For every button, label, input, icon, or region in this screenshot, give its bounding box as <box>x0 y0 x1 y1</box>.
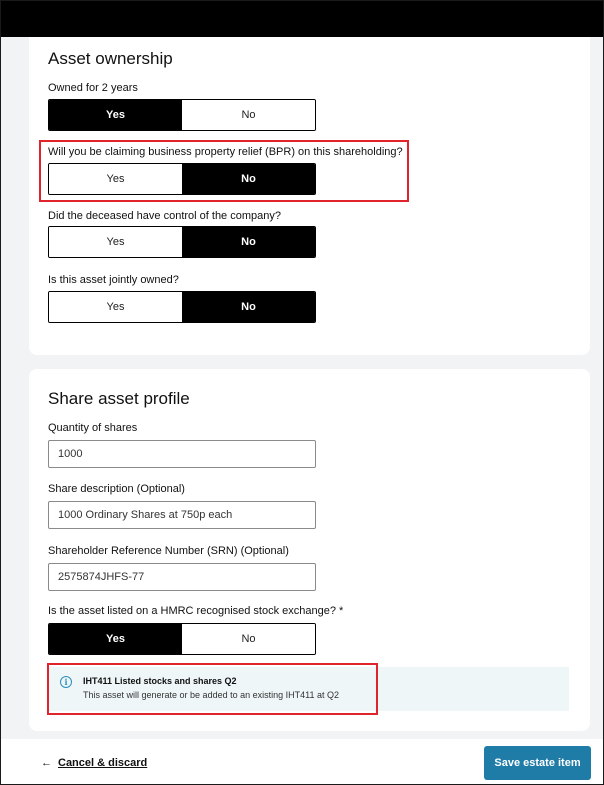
jointly-owned-label: Is this asset jointly owned? <box>48 274 179 286</box>
arrow-left-icon: ← <box>41 757 52 769</box>
owned-2-years-no[interactable]: No <box>182 100 315 130</box>
quantity-label: Quantity of shares <box>48 422 138 434</box>
highlight-info-banner <box>47 663 378 715</box>
bpr-yes[interactable]: Yes <box>49 164 182 194</box>
share-asset-profile-title: Share asset profile <box>48 389 190 408</box>
owned-2-years-label: Owned for 2 years <box>48 82 138 94</box>
top-bar <box>1 1 604 37</box>
bpr-label: Will you be claiming business property relief (BPR) on this shareholding? <box>48 146 403 158</box>
control-yes[interactable]: Yes <box>49 227 182 257</box>
listed-yes[interactable]: Yes <box>49 624 182 654</box>
info-icon: i <box>60 676 72 688</box>
bpr-no[interactable]: No <box>182 164 315 194</box>
highlight-bpr <box>39 140 409 202</box>
listed-toggle <box>48 623 316 655</box>
cancel-discard-link[interactable] <box>41 757 147 769</box>
asset-ownership-title: Asset ownership <box>48 49 173 68</box>
owned-2-years-yes[interactable]: Yes <box>49 100 182 130</box>
listed-label: Is the asset listed on a HMRC recognised stock exchange? * <box>48 605 344 617</box>
srn-input[interactable]: 2575874JHFS-77 <box>48 563 316 591</box>
quantity-input[interactable]: 1000 <box>48 440 316 468</box>
control-label: Did the deceased have control of the company? <box>48 210 281 222</box>
description-input[interactable]: 1000 Ordinary Shares at 750p each <box>48 501 316 529</box>
listed-no[interactable]: No <box>182 624 315 654</box>
cancel-discard-label: Cancel & discard <box>58 757 148 769</box>
jointly-owned-no[interactable]: No <box>182 292 315 322</box>
jointly-owned-toggle <box>48 291 316 323</box>
description-label: Share description (Optional) <box>48 483 185 495</box>
owned-2-years-toggle <box>48 99 316 131</box>
footer-bar <box>1 739 604 785</box>
jointly-owned-yes[interactable]: Yes <box>49 292 182 322</box>
info-text: This asset will generate or be added to an existing IHT411 at Q2 <box>83 690 339 700</box>
info-title: IHT411 Listed stocks and shares Q2 <box>83 676 237 686</box>
save-estate-item-button[interactable]: Save estate item <box>484 746 591 780</box>
control-toggle <box>48 226 316 258</box>
control-no[interactable]: No <box>182 227 315 257</box>
srn-label: Shareholder Reference Number (SRN) (Optional) <box>48 545 289 557</box>
